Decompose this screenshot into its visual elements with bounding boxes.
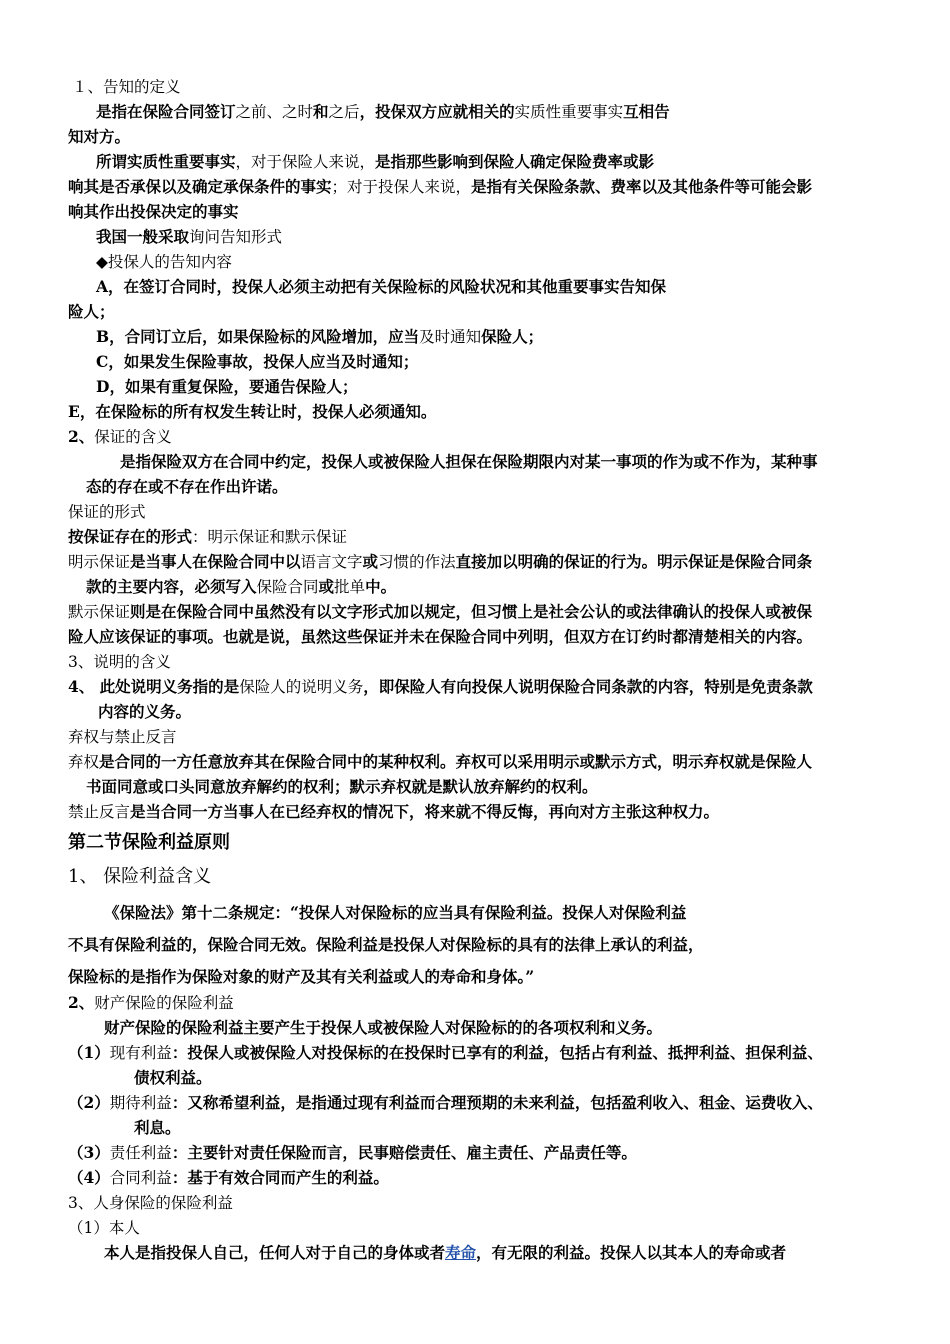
list-item: D，如果有重复保险，要通告保险人； [96,377,358,396]
section-heading: 2、保证的含义 [68,427,172,446]
paragraph-line: 不具有保险利益的，保险合同无效。保险利益是投保人对保险标的具有的法律上承认的利益， [68,935,704,954]
paragraph-line: 保险标的是指作为保险对象的财产及其有关利益或人的寿命和身体。” [68,967,535,986]
paragraph-line: 我国一般采取询问告知形式 [96,227,283,246]
paragraph-line: 是指在保险合同签订之前、之时和之后，投保双方应就相关的实质性重要事实互相告 [96,102,670,121]
section-heading: 3、说明的含义 [68,653,171,671]
list-heading: ◆投保人的告知内容 [96,253,232,271]
paragraph-line: 态的存在或不存在作出许诺。 [86,477,288,496]
section-heading: 1、 保险利益含义 [68,866,212,887]
paragraph-line: 款的主要内容，必须写入保险合同或批单中。 [86,577,397,596]
section-heading: 3、人身保险的保险利益 [68,1194,233,1212]
list-item: B，合同订立后，如果保险标的风险增加，应当及时通知保险人； [96,327,544,346]
section-heading: 2、财产保险的保险利益 [68,993,234,1012]
paragraph-line: 书面同意或口头同意放弃解约的权利；默示弃权就是默认放弃解约的权利。 [86,777,598,796]
list-item: E，在保险标的所有权发生转让时，投保人必须通知。 [68,402,437,421]
lifespan-link[interactable]: 寿命 [445,1243,477,1262]
paragraph-line: 所谓实质性重要事实，对于保险人来说，是指那些影响到保险人确定保险费率或影 [96,152,655,171]
paragraph-line: 禁止反言是当合同一方当事人在已经弃权的情况下，将来就不得反悔，再向对方主张这种权力。 [68,802,720,821]
list-item: 利息。 [134,1118,181,1137]
paragraph-line: 4、 此处说明义务指的是保险人的说明义务，即保险人有向投保人说明保险合同条款的内容，特别是免责条款 [68,677,813,696]
paragraph-line: 本人是指投保人自己，任何人对于自己的身体或者寿命，有无限的利益。投保人以其本人的寿命或者 [104,1243,787,1262]
paragraph-line: 响其是否承保以及确定承保条件的事实；对于投保人来说，是指有关保险条款、费率以及其他条件等可能会影 [68,177,813,196]
list-item: C，如果发生保险事故，投保人应当及时通知； [96,352,419,371]
paragraph-line: 险人应该保证的事项。也就是说，虽然这些保证并未在保险合同中列明，但双方在订约时都清楚相关的内容。 [68,627,813,646]
chapter-heading: 第二节保险利益原则 [68,832,230,853]
paragraph-line: 默示保证则是在保险合同中虽然没有以文字形式加以规定，但习惯上是社会公认的或法律确认的投保人或被保 [68,602,813,621]
section-heading: １、告知的定义 [72,78,181,96]
paragraph-line: 财产保险的保险利益主要产生于投保人或被保险人对保险标的的各项权利和义务。 [104,1018,663,1037]
subsection-heading: （1）本人 [68,1219,140,1237]
list-item: 险人； [68,302,115,321]
section-heading: 弃权与禁止反言 [68,728,177,746]
list-item: （4）合同利益：基于有效合同而产生的利益。 [68,1168,389,1187]
paragraph-line: 按保证存在的形式：明示保证和默示保证 [68,527,348,546]
list-item: 债权利益。 [134,1068,212,1087]
paragraph-line: 响其作出投保决定的事实 [68,202,239,221]
list-item: （1）现有利益：投保人或被保险人对投保标的在投保时已享有的利益，包括占有利益、抵押利益、担保利益、 [68,1043,823,1062]
paragraph-line: 内容的义务。 [98,702,192,721]
list-item: A，在签订合同时，投保人必须主动把有关保险标的风险状况和其他重要事实告知保 [96,277,667,296]
paragraph-line: 弃权是合同的一方任意放弃其在保险合同中的某种权利。弃权可以采用明示或默示方式，明示弃权就是保险人 [68,752,813,771]
section-heading: 保证的形式 [68,503,146,521]
paragraph-line: 《保险法》第十二条规定：“投保人对保险标的应当具有保险利益。投保人对保险利益 [104,903,687,922]
list-item: （3）责任利益：主要针对责任保险而言，民事赔偿责任、雇主责任、产品责任等。 [68,1143,637,1162]
list-item: （2）期待利益：又称希望利益，是指通过现有利益而合理预期的未来利益，包括盈利收入、租金、运费收入、 [68,1093,823,1112]
paragraph-line: 明示保证是当事人在保险合同中以语言文字或习惯的作法直接加以明确的保证的行为。明示保证是保险合同条 [68,552,813,571]
paragraph-line: 是指保险双方在合同中约定，投保人或被保险人担保在保险期限内对某一事项的作为或不作为，某种事 [120,452,818,471]
paragraph-line: 知对方。 [68,127,131,146]
